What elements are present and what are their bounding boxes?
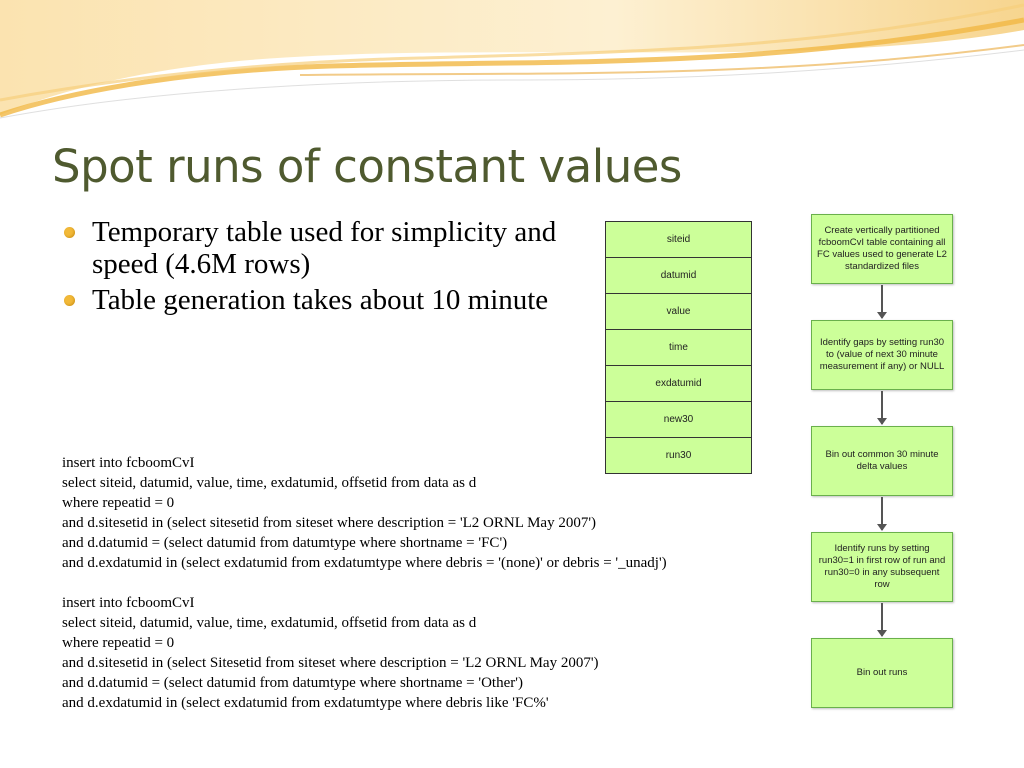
- down-arrow-icon: [881, 497, 883, 530]
- schema-field: datumid: [606, 258, 751, 294]
- down-arrow-icon: [881, 603, 883, 636]
- sql-line: and d.datumid = (select datumid from datumtype where shortname = 'FC'): [62, 535, 508, 551]
- sql-line: and d.sitesetid in (select Sitesetid from siteset where description = 'L2 ORNL May 2007'): [62, 655, 599, 671]
- flow-step: Identify gaps by setting run30 to (value of next 30 minute measurement if any) or NULL: [811, 320, 953, 390]
- bullet-text: Temporary table used for simplicity and speed (4.6M rows): [92, 216, 557, 280]
- bullet-list: [62, 216, 582, 320]
- process-flowchart: [800, 210, 970, 720]
- flow-step: Create vertically partitioned fcboomCvI table containing all FC values used to generate L2 standardized files: [811, 214, 953, 284]
- schema-field: run30: [606, 438, 751, 474]
- bullet-dot-icon: [64, 227, 75, 238]
- sql-line: where repeatid = 0: [62, 495, 175, 511]
- schema-field: new30: [606, 402, 751, 438]
- sql-line: and d.datumid = (select datumid from datumtype where shortname = 'Other'): [62, 675, 523, 691]
- table-schema-diagram: [605, 221, 752, 474]
- sql-line: where repeatid = 0: [62, 635, 175, 651]
- sql-line: insert into fcboomCvI: [62, 455, 195, 471]
- schema-field: siteid: [606, 222, 751, 258]
- bullet-text: Table generation takes about 10 minute: [92, 284, 549, 316]
- flow-step: Bin out common 30 minute delta values: [811, 426, 953, 496]
- sql-code-block: [62, 453, 822, 713]
- bullet-dot-icon: [64, 295, 75, 306]
- sql-line: [62, 573, 822, 593]
- slide-title: Spot runs of constant values: [52, 140, 682, 193]
- sql-line: and d.exdatumid in (select exdatumid from exdatumtype where debris like 'FC%': [62, 695, 549, 711]
- schema-field: exdatumid: [606, 366, 751, 402]
- schema-field: value: [606, 294, 751, 330]
- sql-line: select siteid, datumid, value, time, exdatumid, offsetid from data as d: [62, 615, 477, 631]
- bullet-item: [62, 216, 582, 280]
- sql-line: insert into fcboomCvI: [62, 595, 195, 611]
- schema-field: time: [606, 330, 751, 366]
- sql-line: and d.exdatumid in (select exdatumid from exdatumtype where debris = '(none)' or debris = '_unadj'): [62, 555, 667, 571]
- flow-step: Identify runs by setting run30=1 in first row of run and run30=0 in any subsequent row: [811, 532, 953, 602]
- bullet-item: [62, 284, 582, 316]
- down-arrow-icon: [881, 391, 883, 424]
- down-arrow-icon: [881, 285, 883, 318]
- decorative-banner: [0, 0, 1024, 130]
- sql-line: select siteid, datumid, value, time, exdatumid, offsetid from data as d: [62, 475, 477, 491]
- flow-step: Bin out runs: [811, 638, 953, 708]
- sql-line: and d.sitesetid in (select sitesetid from siteset where description = 'L2 ORNL May 2007'): [62, 515, 597, 531]
